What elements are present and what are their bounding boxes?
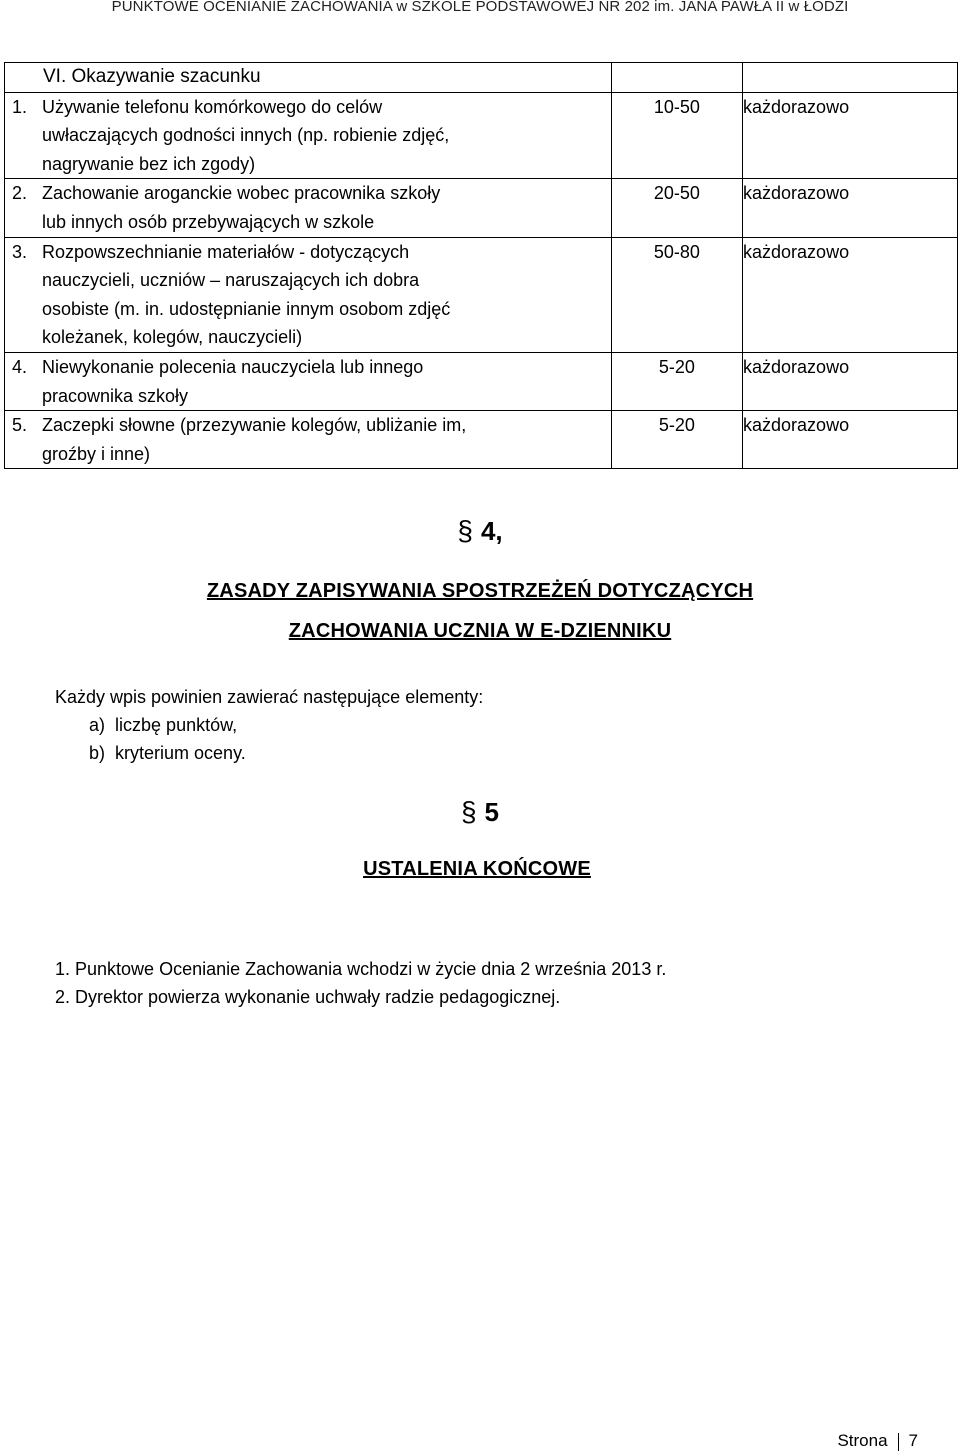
table-row [5, 179, 958, 237]
row-number: 5. [12, 415, 28, 436]
row-points: 5-20 [611, 411, 742, 469]
row-description [42, 93, 611, 179]
row-points: 5-20 [611, 352, 742, 410]
row-number: 3. [12, 241, 28, 262]
list-marker: b) [89, 743, 106, 763]
table-row [5, 92, 958, 179]
row-frequency: każdorazowo [743, 179, 958, 237]
row-description [42, 353, 611, 410]
row-line: nagrywanie bez ich zgody) [42, 153, 256, 174]
entry-list-item [89, 739, 246, 767]
entry-list-item [89, 711, 237, 739]
section-heading-4-line1: ZASADY ZAPISYWANIA SPOSTRZEŻEŃ DOTYCZĄCYCH [206, 580, 754, 602]
section-sign-icon: § [457, 515, 473, 546]
entry-intro: Każdy wpis powinien zawierać następujące elementy: [55, 687, 484, 707]
paragraph-4-marker [0, 515, 960, 547]
row-description [42, 411, 611, 468]
section-sign-icon: § [460, 796, 477, 827]
row-line: Zaczepki słowne (przezywanie kolegów, ubliżanie im, [42, 415, 467, 436]
row-frequency: każdorazowo [743, 92, 958, 179]
row-frequency: każdorazowo [743, 237, 958, 352]
section-title: VI. Okazywanie szacunku [5, 63, 612, 93]
list-marker: a) [89, 715, 106, 735]
section-heading-4-line2: ZACHOWANIA UCZNIA W E-DZIENNIKU [288, 620, 672, 642]
row-points: 50-80 [611, 237, 742, 352]
row-line: pracownika szkoły [42, 385, 189, 406]
row-frequency: każdorazowo [743, 411, 958, 469]
row-number: 2. [12, 183, 28, 204]
footer-divider [898, 1433, 899, 1451]
paragraph-number: 5 [484, 797, 500, 827]
row-line: lub innych osób przebywających w szkole [42, 211, 375, 232]
row-line: Niewykonanie polecenia nauczyciela lub innego [42, 356, 424, 377]
section-heading-5: USTALENIA KOŃCOWE [363, 858, 591, 880]
row-description [42, 238, 611, 352]
final-provision-1: 1. Punktowe Ocenianie Zachowania wchodzi w życie dnia 2 września 2013 r. [55, 959, 667, 979]
page-label: Strona [837, 1431, 888, 1450]
row-frequency: każdorazowo [743, 352, 958, 410]
row-line: Używanie telefonu komórkowego do celów [42, 96, 383, 117]
row-line: osobiste (m. in. udostępnianie innym osobom zdjęć [42, 298, 451, 319]
table-section-row [5, 63, 958, 93]
behavior-points-table [4, 62, 958, 469]
table-row [5, 237, 958, 352]
row-line: Zachowanie aroganckie wobec pracownika szkoły [42, 183, 441, 204]
row-line: Rozpowszechnianie materiałów - dotyczących [42, 241, 410, 262]
table-row [5, 352, 958, 410]
page-number: 7 [908, 1431, 918, 1450]
row-line: uwłaczających godności innych (np. robienie zdjęć, [42, 125, 450, 146]
row-number: 1. [12, 96, 28, 117]
paragraph-number: 4, [480, 516, 503, 546]
list-text: liczbę punktów, [115, 715, 238, 735]
row-points: 20-50 [611, 179, 742, 237]
list-text: kryterium oceny. [115, 743, 246, 763]
paragraph-5-marker [0, 796, 960, 828]
row-line: groźby i inne) [42, 443, 151, 464]
page-header: PUNKTOWE OCENIANIE ZACHOWANIA w SZKOLE PODSTAWOWEJ NR 202 im. JANA PAWŁA II w ŁODZI [111, 0, 849, 15]
row-line: koleżanek, kolegów, nauczycieli) [42, 327, 303, 348]
final-provision-2: 2. Dyrektor powierza wykonanie uchwały radzie pedagogicznej. [55, 987, 561, 1007]
row-description [42, 179, 611, 236]
row-number: 4. [12, 356, 28, 377]
page-footer [837, 1431, 918, 1451]
row-points: 10-50 [611, 92, 742, 179]
table-row [5, 411, 958, 469]
row-line: nauczycieli, uczniów – naruszających ich dobra [42, 270, 420, 291]
